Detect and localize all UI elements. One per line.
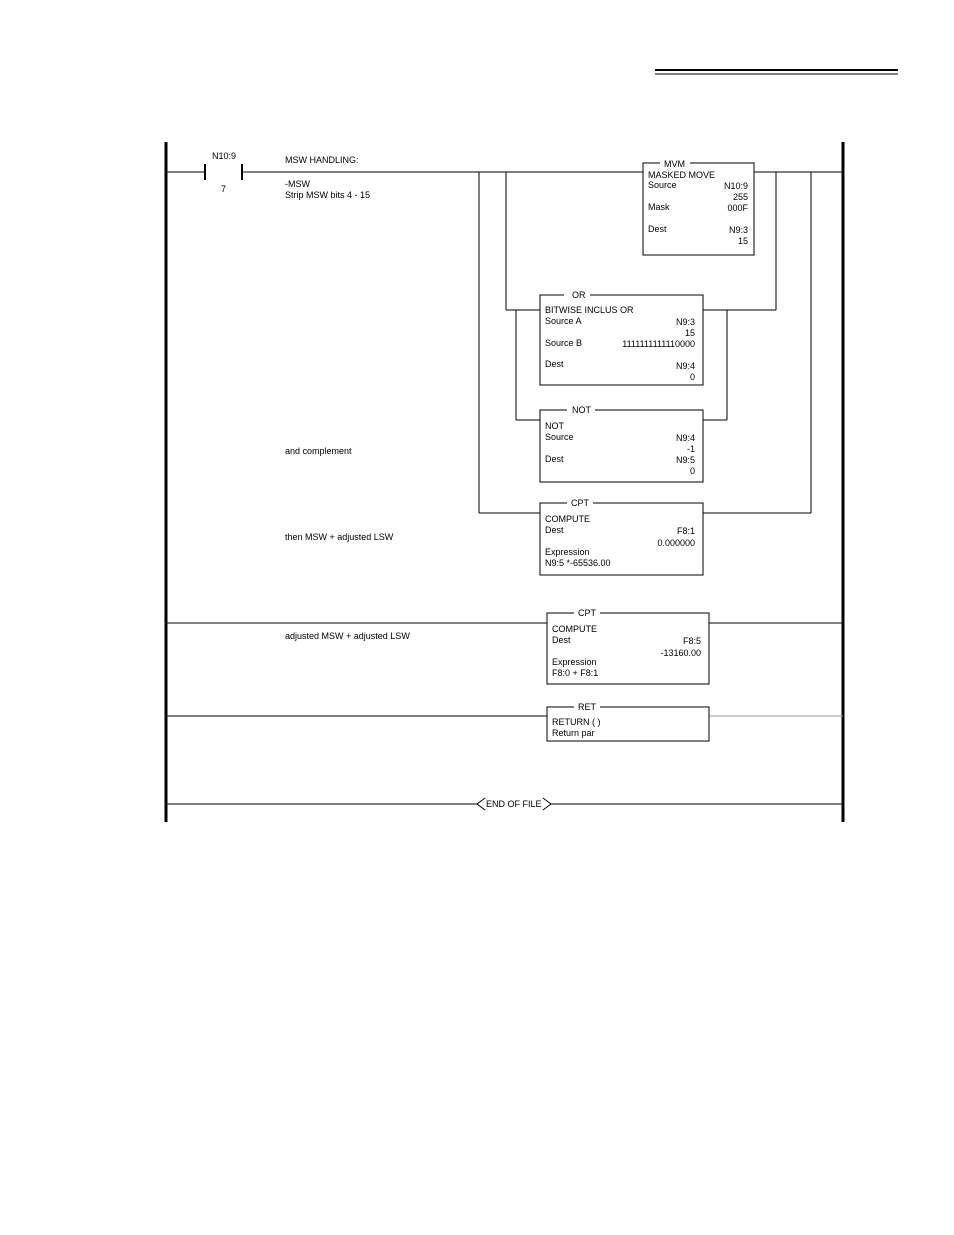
cpt2-expression-label: Expression (552, 657, 597, 667)
not-name: NOT (545, 421, 564, 431)
rung-3 (166, 702, 843, 741)
rung-2 (166, 608, 843, 684)
rung2-comment: adjusted MSW + adjusted LSW (285, 631, 410, 641)
contact-address: N10:9 (212, 151, 237, 161)
cpt-instruction-box-1 (540, 498, 703, 575)
or-source-b-label: Source B (545, 338, 583, 348)
rung1-comment-msw: -MSW (285, 179, 310, 189)
mvm-mask-label: Mask (648, 202, 670, 212)
ret-instruction-box (547, 702, 709, 741)
mvm-name: MASKED MOVE (648, 170, 716, 180)
not-instruction-box (540, 405, 703, 482)
mvm-dest-value: 15 (737, 236, 748, 246)
or-dest-label: Dest (545, 359, 564, 369)
or-dest-value: 0 (689, 372, 695, 382)
rung1-comment-complement: and complement (285, 446, 352, 456)
ret-title: RET (578, 702, 596, 712)
cpt1-expression-label: Expression (545, 547, 590, 557)
cpt2-expression: F8:0 + F8:1 (552, 668, 599, 678)
rung1-comment-add: then MSW + adjusted LSW (285, 532, 394, 542)
cpt1-title: CPT (571, 498, 589, 508)
ret-param: Return par (552, 728, 595, 738)
or-instruction-box (540, 290, 703, 385)
cpt1-dest-address: F8:1 (676, 526, 695, 536)
end-of-file-label: END OF FILE (486, 799, 542, 809)
not-dest-address: N9:5 (675, 455, 695, 465)
or-source-a-address: N9:3 (675, 317, 695, 327)
end-rung (166, 798, 843, 810)
mvm-title: MVM (664, 159, 685, 169)
cpt2-name: COMPUTE (552, 624, 597, 634)
cpt2-dest-value: -13160.00 (660, 648, 701, 658)
cpt2-dest-label: Dest (552, 635, 571, 645)
not-dest-label: Dest (545, 454, 564, 464)
cpt2-title: CPT (578, 608, 596, 618)
mvm-dest-label: Dest (648, 224, 667, 234)
ret-name: RETURN ( ) (552, 717, 601, 727)
rung-1 (166, 151, 843, 575)
not-dest-value: 0 (689, 466, 695, 476)
mvm-source-label: Source (648, 180, 677, 190)
or-dest-address: N9:4 (675, 361, 695, 371)
contact-bit: 7 (221, 184, 227, 194)
mvm-dest-address: N9:3 (728, 225, 748, 235)
not-source-address: N9:4 (675, 433, 695, 443)
cpt1-dest-value: 0.000000 (657, 538, 695, 548)
or-name: BITWISE INCLUS OR (545, 305, 634, 315)
cpt1-dest-label: Dest (545, 525, 564, 535)
or-source-a-label: Source A (545, 316, 582, 326)
mvm-instruction-box (643, 159, 754, 255)
cpt1-expression: N9:5 *-65536.00 (545, 558, 611, 568)
rung1-comment-strip: Strip MSW bits 4 - 15 (285, 190, 371, 200)
cpt1-name: COMPUTE (545, 514, 590, 524)
not-source-value: -1 (686, 444, 695, 454)
mvm-source-address: N10:9 (723, 181, 748, 191)
or-title: OR (572, 290, 586, 300)
or-source-a-value: 15 (684, 328, 695, 338)
mvm-source-value: 255 (732, 192, 748, 202)
cpt-instruction-box-2 (547, 608, 709, 684)
not-source-label: Source (545, 432, 574, 442)
rung1-comment-title: MSW HANDLING: (285, 155, 359, 165)
not-title: NOT (572, 405, 591, 415)
cpt2-dest-address: F8:5 (682, 636, 701, 646)
mvm-mask-value: 000F (727, 203, 748, 213)
or-source-b-value: 1111111111110000 (622, 339, 695, 349)
